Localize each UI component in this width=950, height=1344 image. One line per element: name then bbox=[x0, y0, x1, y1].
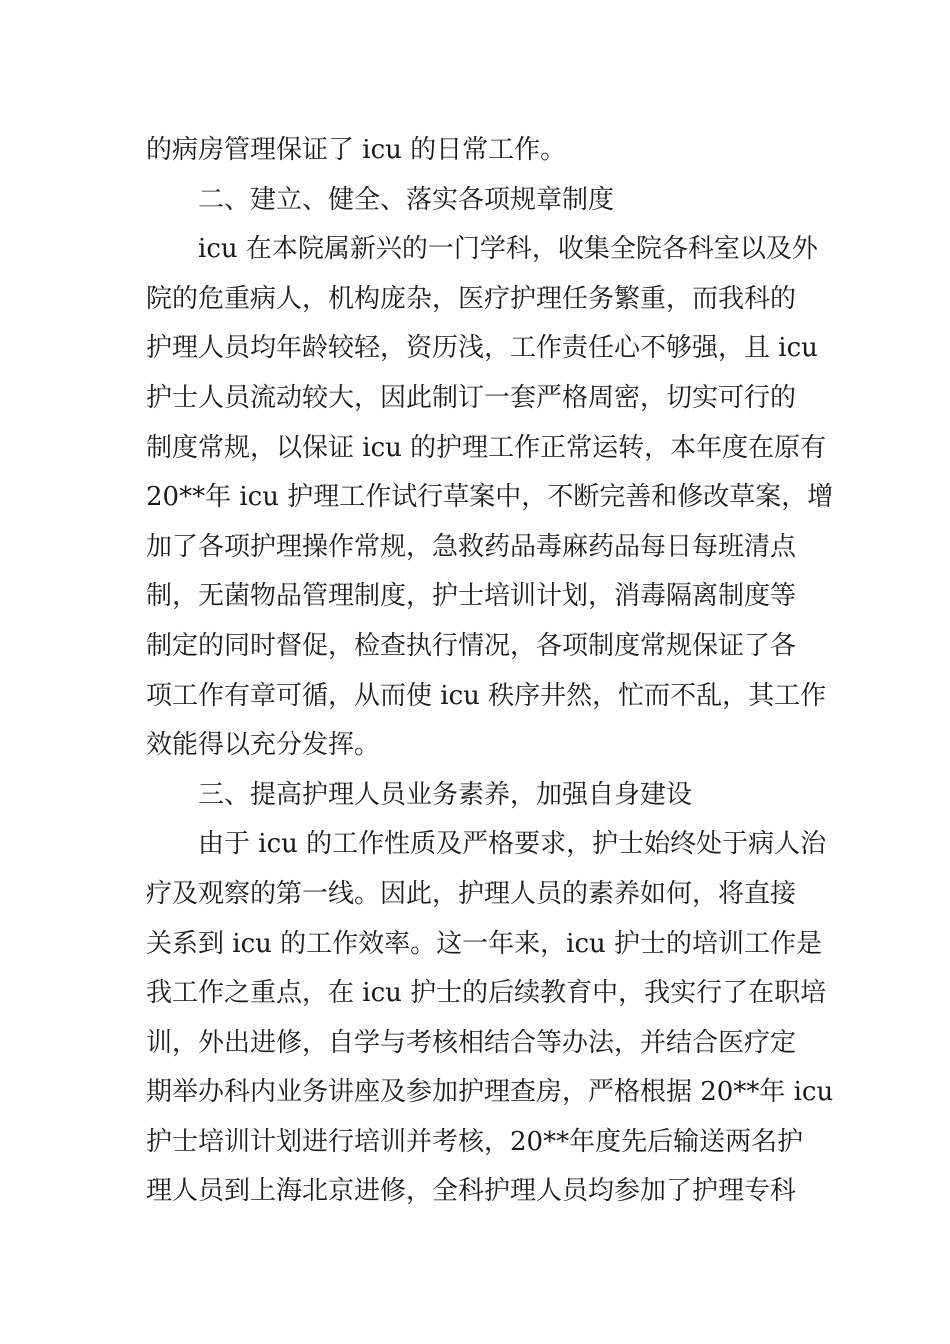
text-line: 由于 icu 的工作性质及严格要求，护士始终处于病人治 bbox=[198, 829, 827, 860]
text-line: 疗及观察的第一线。因此，护理人员的素养如何，将直接 bbox=[146, 878, 797, 909]
text-line: icu 在本院属新兴的一门学科，收集全院各科室以及外 bbox=[198, 234, 818, 265]
text-line: 制度常规，以保证 icu 的护理工作正常运转，本年度在原有 bbox=[146, 432, 827, 463]
text-line: 训，外出进修，自学与考核相结合等办法，并结合医疗定 bbox=[146, 1027, 797, 1058]
text-line: 的病房管理保证了 icu 的日常工作。 bbox=[146, 135, 567, 165]
text-line: 项工作有章可循，从而使 icu 秩序井然，忙而不乱，其工作 bbox=[146, 680, 827, 711]
text-line: 关系到 icu 的工作效率。这一年来，icu 护士的培训工作是 bbox=[146, 928, 823, 959]
text-line: 我工作之重点，在 icu 护士的后续教育中，我实行了在职培 bbox=[146, 978, 827, 1009]
text-line: 20**年 icu 护理工作试行草案中，不断完善和修改草案，增 bbox=[146, 482, 834, 513]
text-line: 理人员到上海北京进修，全科护理人员均参加了护理专科 bbox=[146, 1176, 797, 1207]
text-line: 护士培训计划进行培训并考核，20**年度先后输送两名护 bbox=[146, 1126, 804, 1157]
text-line: 护理人员均年龄较轻，资历浅，工作责任心不够强，且 icu bbox=[146, 333, 818, 364]
text-line: 二、建立、健全、落实各项规章制度 bbox=[198, 184, 615, 215]
text-line: 效能得以充分发挥。 bbox=[146, 730, 381, 761]
text-line: 制定的同时督促，检查执行情况，各项制度常规保证了各 bbox=[146, 630, 797, 661]
text-line: 加了各项护理操作常规，急救药品毒麻药品每日每班清点 bbox=[146, 531, 797, 562]
text-line: 院的危重病人，机构庞杂，医疗护理任务繁重，而我科的 bbox=[146, 283, 797, 314]
text-line: 护士人员流动较大，因此制订一套严格周密，切实可行的 bbox=[146, 382, 797, 413]
text-line: 三、提高护理人员业务素养，加强自身建设 bbox=[198, 779, 693, 810]
text-line: 制，无菌物品管理制度，护士培训计划，消毒隔离制度等 bbox=[146, 581, 797, 612]
text-line: 期举办科内业务讲座及参加护理查房，严格根据 20**年 icu bbox=[146, 1077, 834, 1108]
body-text bbox=[146, 126, 834, 1217]
